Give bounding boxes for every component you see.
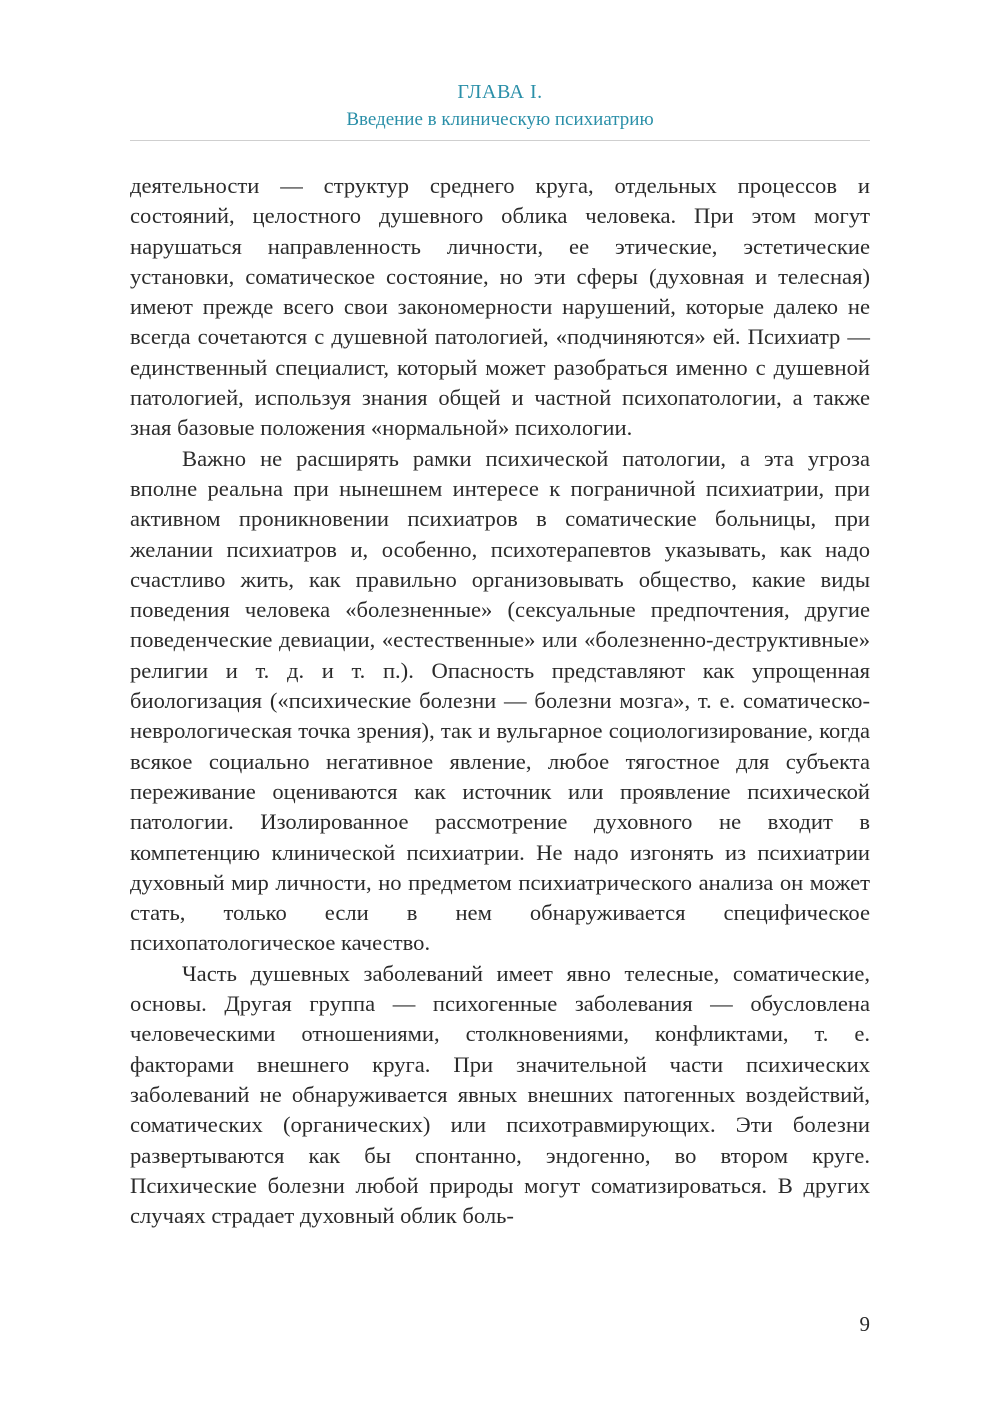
- header-divider: [130, 140, 870, 141]
- paragraph: Часть душевных заболеваний имеет явно телесные, соматические, основы. Другая группа — психогенные заболевания — обусловлена человеческими отношениями, столкновениями, конфликтами, т. е. факторами внешнего круга. При значительной части психических заболеваний не обнаруживается явных внешних патогенных воздействий, соматических (органических) или психотравмирующих. Эти болезни развертываются как бы спонтанно, эндогенно, во втором круге. Психические болезни любой природы могут соматизироваться. В других случаях страдает духовный облик боль-: [130, 960, 870, 1229]
- paragraph-continued: деятельности — структур среднего круга, отдельных процессов и состояний, целостного душевного облика человека. При этом могут нарушаться направленность личности, ее этические, эстетические установки, соматическое состояние, но эти сферы (духовная и телесная) имеют прежде всего свои закономерности нарушений, которые далеко не всегда сочетаются с душевной патологией, «подчиняются» ей. Психиатр — единственный специалист, который может разобраться именно с душевной патологией, используя знания общей и частной психопатологии, а также зная базовые положения «нормальной» психологии.: [130, 173, 870, 441]
- page-number: 9: [859, 1312, 870, 1336]
- chapter-label: ГЛАВА I.: [457, 81, 543, 103]
- paragraph: Важно не расширять рамки психической патологии, а эта угроза вполне реальна при нынешнем интересе к пограничной психиатрии, при активном проникновении психиатров в соматические больницы, при желании психиатров и, особенно, психотерапевтов указывать, как надо счастливо жить, как правильно организовывать общество, какие виды поведения человека «болезненные» (сексуальные предпочтения, другие поведенческие девиации, «естественные» или «болезненно-деструктивные» религии и т. д. и т. п.). Опасность представляют как упрощенная биологизация («психические болезни — болезни мозга», т. е. соматическо-неврологическая точка зрения), так и вульгарное социологизирование, когда всякое социально негативное явление, любое тягостное для субъекта переживание оцениваются как источник или проявление психической патологии. Изолированное рассмотрение духовного не входит в компетенцию клинической психиатрии. Не надо изгонять из психиатрии духовный мир личности, но предметом психиатрического анализа он может стать, только если в нем обнаруживается специфическое психопатологическое качество.: [130, 445, 870, 956]
- body-text: [130, 171, 870, 1231]
- chapter-title: Введение в клиническую психиатрию: [346, 109, 654, 130]
- running-header: [130, 78, 870, 134]
